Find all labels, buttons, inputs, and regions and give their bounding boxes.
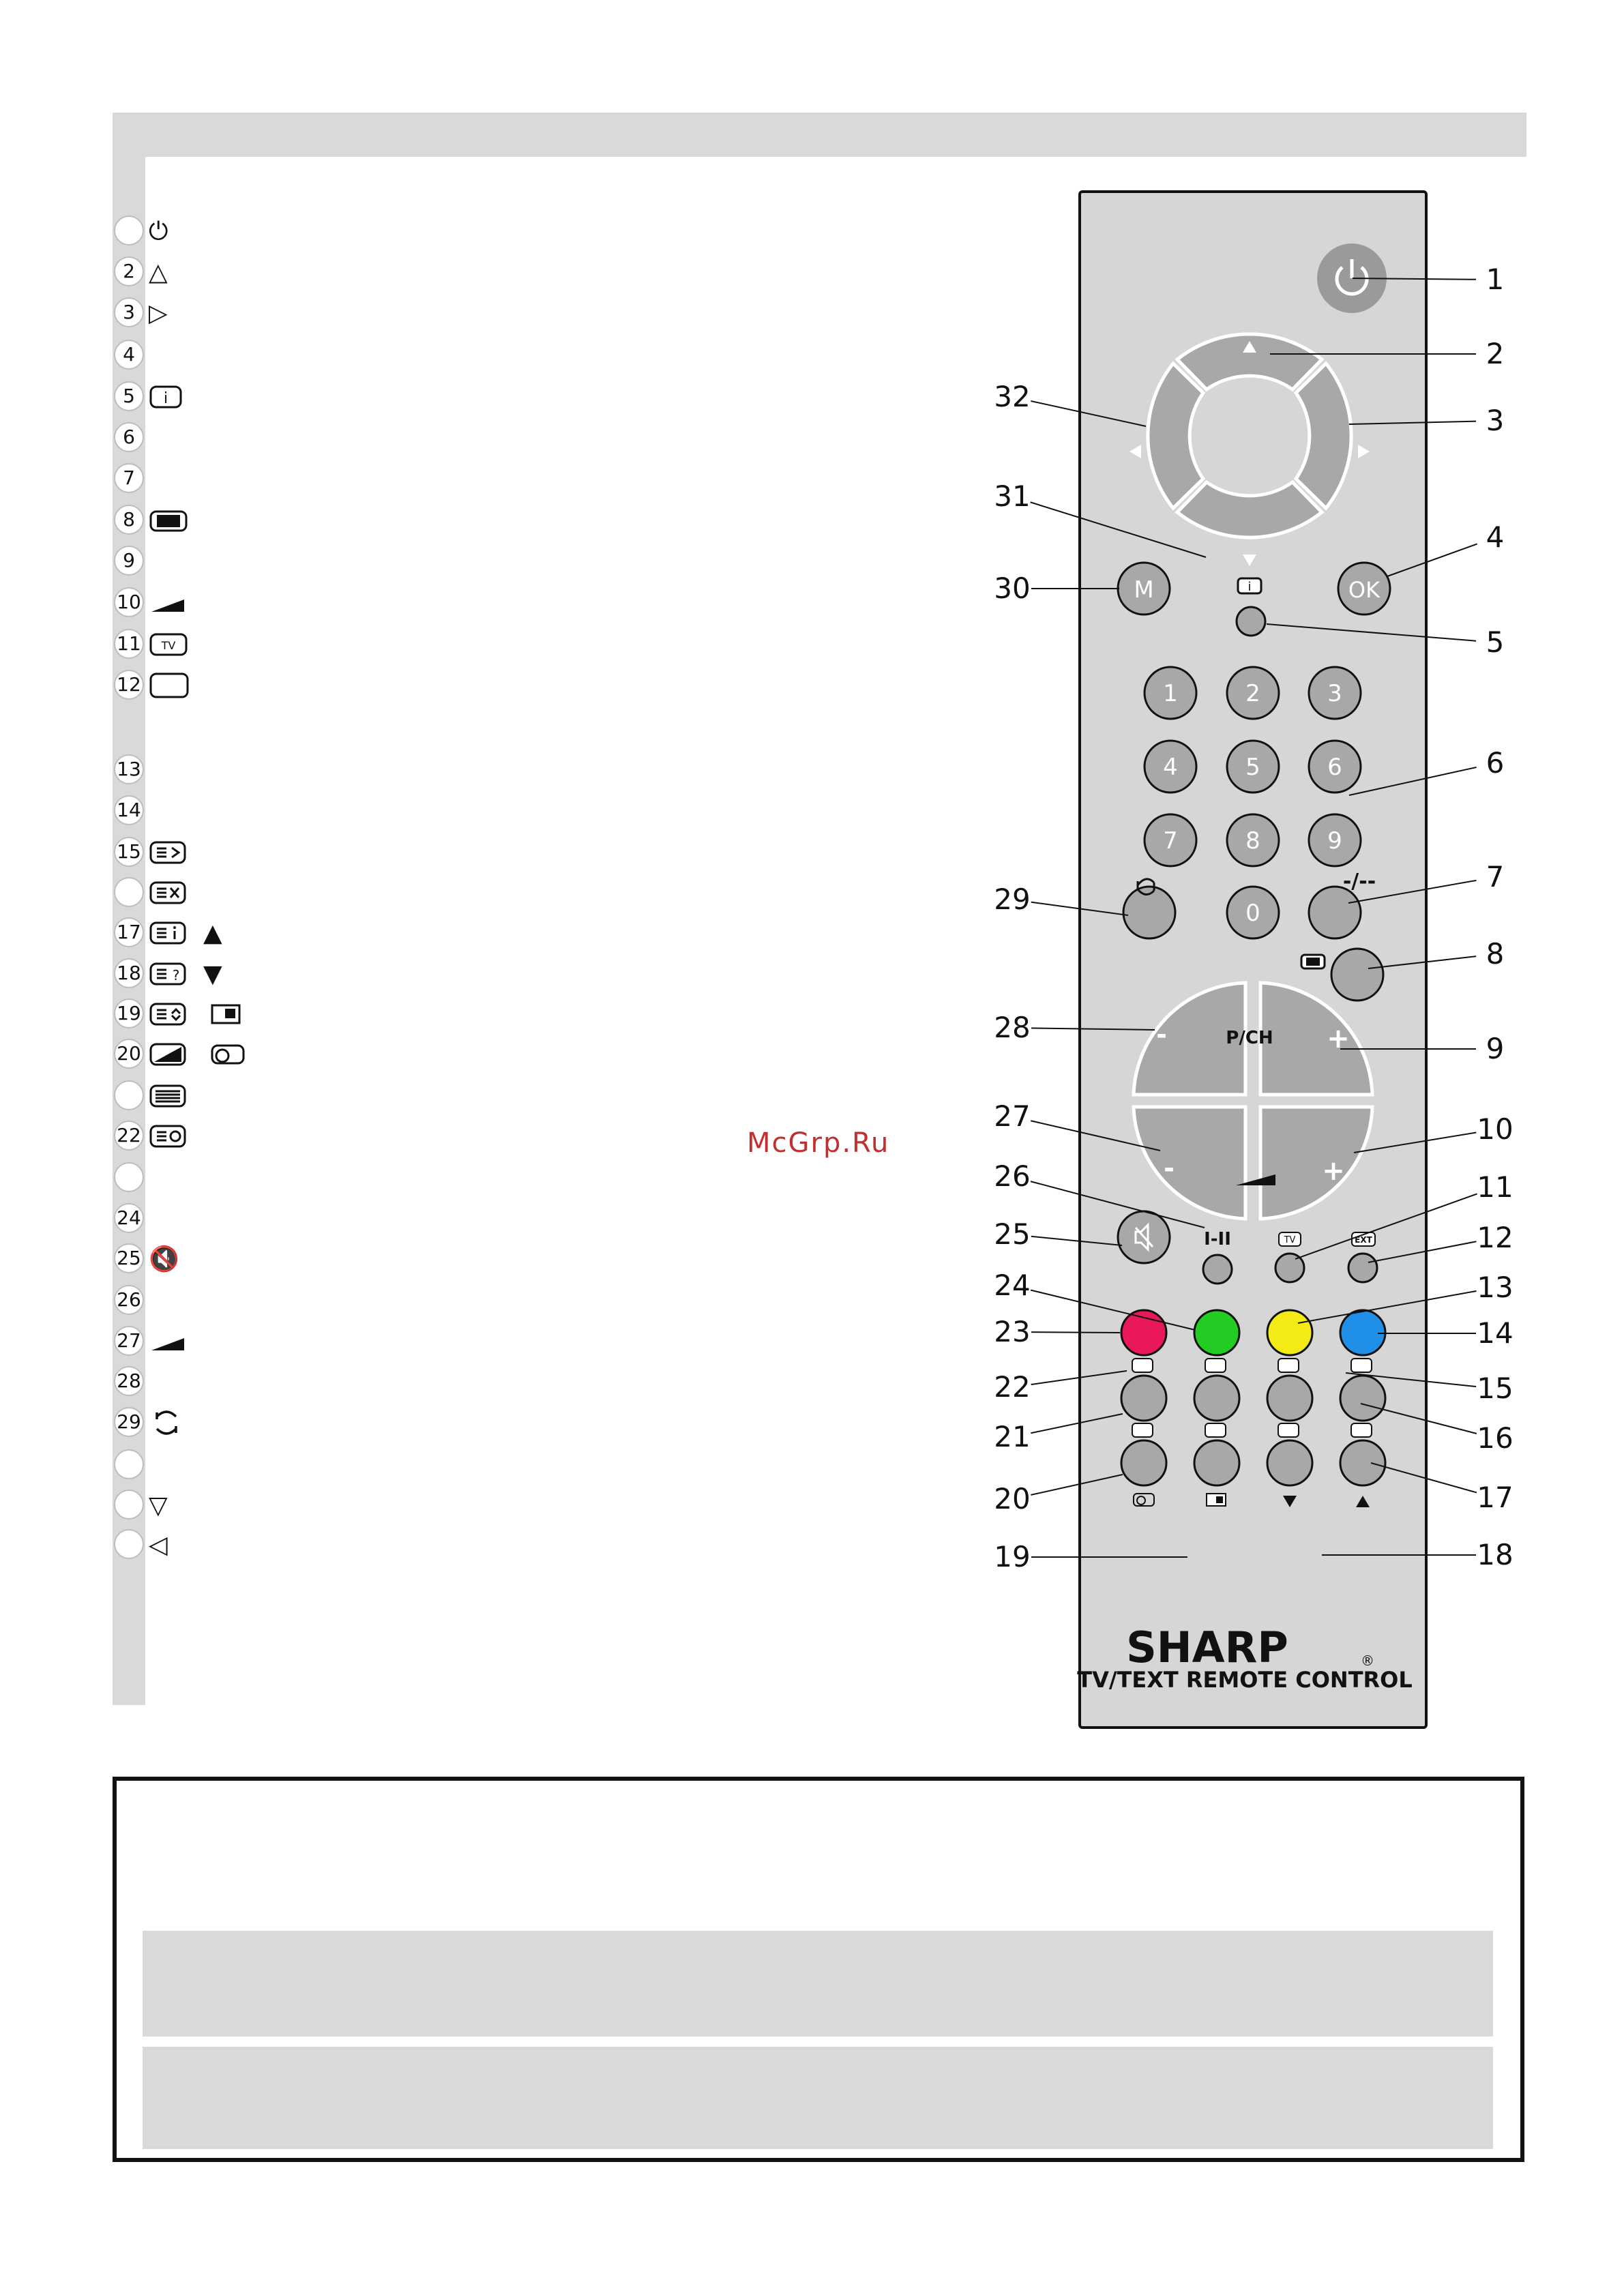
callout-number: 5 bbox=[1486, 625, 1505, 659]
legend-row bbox=[113, 502, 263, 540]
legend-number bbox=[114, 1449, 144, 1479]
legend-row bbox=[113, 1282, 263, 1320]
ext-label: EXT bbox=[1355, 1235, 1372, 1245]
teletext-index-icon bbox=[149, 917, 190, 951]
note-bar-top bbox=[143, 1931, 1493, 2037]
legend-row bbox=[113, 584, 263, 623]
legend-row bbox=[113, 254, 263, 292]
teletext-on-icon bbox=[149, 1080, 190, 1114]
teletext-mix-icon bbox=[1132, 1423, 1153, 1437]
legend-number: 10 bbox=[114, 587, 144, 617]
legend-row bbox=[113, 752, 263, 790]
info-box-icon bbox=[149, 381, 190, 415]
callout-number: 22 bbox=[994, 1370, 1031, 1404]
legend-symbol: ▽ bbox=[149, 1492, 168, 1520]
digit-label: 4 bbox=[1163, 754, 1178, 781]
callout-number: 9 bbox=[1486, 1032, 1505, 1065]
legend-number bbox=[114, 877, 144, 907]
model-label: TV/TEXT REMOTE CONTROL bbox=[1077, 1667, 1413, 1693]
yellow-button[interactable] bbox=[1267, 1310, 1312, 1355]
ok-label: OK bbox=[1348, 577, 1381, 603]
legend-row bbox=[113, 1526, 263, 1565]
teletext-cancel-icon bbox=[1351, 1359, 1372, 1372]
legend-number: 2 bbox=[114, 256, 144, 286]
info-button[interactable] bbox=[1237, 607, 1265, 636]
legend-number: 3 bbox=[114, 297, 144, 327]
legend-row bbox=[113, 1078, 263, 1116]
legend-symbol: △ bbox=[149, 258, 168, 286]
legend-row bbox=[113, 1200, 263, 1239]
swap-arrows-icon bbox=[149, 1407, 190, 1441]
menu-label: M bbox=[1134, 576, 1154, 604]
legend-number: 17 bbox=[114, 917, 144, 947]
callout-number: 4 bbox=[1486, 520, 1505, 554]
callout-number: 20 bbox=[994, 1482, 1031, 1515]
callout-number: 25 bbox=[994, 1217, 1031, 1251]
teletext-double-button[interactable] bbox=[1267, 1376, 1312, 1421]
teletext-time-icon bbox=[149, 1121, 190, 1155]
sub-page-icon bbox=[1207, 1494, 1226, 1506]
pch-plus-label: + bbox=[1327, 1023, 1350, 1054]
blank-box-icon bbox=[149, 670, 190, 704]
callout-number: 27 bbox=[994, 1099, 1031, 1133]
legend-symbol: ▼ bbox=[203, 960, 222, 988]
registered-mark: ® bbox=[1361, 1653, 1374, 1669]
digit-label: 7 bbox=[1163, 827, 1178, 855]
digit-label: 6 bbox=[1327, 754, 1342, 781]
callout-number: 15 bbox=[1477, 1372, 1514, 1405]
callout-number: 6 bbox=[1486, 746, 1505, 780]
teletext-on-button[interactable] bbox=[1121, 1376, 1166, 1421]
dash-label: -/-- bbox=[1342, 870, 1376, 893]
pch-minus-label: - bbox=[1156, 1020, 1167, 1050]
legend-symbol: ▷ bbox=[149, 299, 168, 327]
legend-row bbox=[113, 1241, 263, 1279]
legend-number: 15 bbox=[114, 837, 144, 867]
teletext-double-icon bbox=[149, 837, 190, 871]
legend-number: 20 bbox=[114, 1039, 144, 1069]
vol-plus-label: + bbox=[1322, 1155, 1345, 1187]
vol-minus-label: - bbox=[1164, 1153, 1175, 1183]
callout-number: 7 bbox=[1486, 860, 1505, 893]
callout-number: 8 bbox=[1486, 937, 1505, 971]
digit-label: 3 bbox=[1327, 680, 1342, 707]
legend-row bbox=[113, 1404, 263, 1442]
legend-row bbox=[113, 1118, 263, 1156]
digit-label: 0 bbox=[1245, 900, 1260, 927]
legend-number: 6 bbox=[114, 422, 144, 452]
legend-symbol: 🔇 bbox=[149, 1245, 179, 1273]
legend-row bbox=[113, 874, 263, 913]
callout-number: 13 bbox=[1477, 1271, 1514, 1304]
callout-number: 26 bbox=[994, 1159, 1031, 1193]
legend-number: 13 bbox=[114, 754, 144, 784]
teletext-cancel-button[interactable] bbox=[1340, 1376, 1385, 1421]
legend-number: 14 bbox=[114, 795, 144, 825]
teletext-hold-button[interactable] bbox=[1194, 1440, 1239, 1485]
legend-number bbox=[114, 216, 144, 246]
callout-number: 21 bbox=[994, 1420, 1031, 1453]
legend-row bbox=[113, 834, 263, 872]
legend-number: 24 bbox=[114, 1203, 144, 1233]
legend-row bbox=[113, 956, 263, 994]
dash-button[interactable] bbox=[1309, 887, 1361, 938]
legend-number: 19 bbox=[114, 998, 144, 1028]
digit-label: 5 bbox=[1245, 754, 1260, 781]
note-box bbox=[113, 1777, 1524, 2162]
svg-text:TV: TV bbox=[161, 639, 176, 652]
svg-text:i: i bbox=[163, 390, 168, 407]
callout-number: 1 bbox=[1486, 263, 1505, 296]
header-bar bbox=[113, 113, 1526, 157]
legend-row bbox=[113, 419, 263, 458]
legend-row bbox=[113, 1487, 263, 1525]
callout-number: 14 bbox=[1477, 1316, 1514, 1350]
legend-number: 8 bbox=[114, 505, 144, 535]
tv-label: TV bbox=[1284, 1235, 1296, 1245]
legend-row bbox=[113, 793, 263, 831]
legend-row bbox=[113, 996, 263, 1034]
callout-number: 2 bbox=[1486, 337, 1505, 370]
sub-page-icon bbox=[210, 998, 251, 1033]
green-button[interactable] bbox=[1194, 1310, 1239, 1355]
legend-number bbox=[114, 1162, 144, 1192]
legend-number: 28 bbox=[114, 1366, 144, 1396]
legend-number: 18 bbox=[114, 958, 144, 988]
teletext-double-icon bbox=[1278, 1359, 1299, 1372]
legend-number: 12 bbox=[114, 670, 144, 700]
legend-number bbox=[114, 1080, 144, 1110]
callout-number: 18 bbox=[1477, 1538, 1514, 1571]
legend-symbol: ◁ bbox=[149, 1531, 168, 1559]
legend-symbol: ⏻ bbox=[149, 218, 168, 246]
digit-label: 9 bbox=[1327, 827, 1342, 855]
legend-number: 26 bbox=[114, 1285, 144, 1315]
remote-control-diagram bbox=[982, 184, 1541, 1732]
digit-label: 8 bbox=[1245, 827, 1260, 855]
legend-row bbox=[113, 626, 263, 664]
wide-button[interactable] bbox=[1331, 949, 1383, 1001]
legend-row bbox=[113, 460, 263, 499]
legend-row bbox=[113, 1323, 263, 1361]
widescreen-icon bbox=[149, 505, 190, 539]
callout-number: 11 bbox=[1477, 1170, 1514, 1204]
callout-number: 10 bbox=[1477, 1112, 1514, 1146]
digit-label: 1 bbox=[1163, 680, 1178, 707]
legend-number: 4 bbox=[114, 340, 144, 370]
teletext-hold-icon bbox=[149, 998, 190, 1033]
callout-number: 12 bbox=[1477, 1221, 1514, 1254]
digit-label: 2 bbox=[1245, 680, 1260, 707]
legend-number: 9 bbox=[114, 546, 144, 576]
legend-row bbox=[113, 1447, 263, 1485]
note-bar-bottom bbox=[143, 2047, 1493, 2149]
stereo-label: I-II bbox=[1204, 1229, 1231, 1249]
legend-row bbox=[113, 1036, 263, 1074]
clock-icon bbox=[210, 1039, 251, 1073]
callout-number: 3 bbox=[1486, 404, 1505, 437]
watermark: McGrp.Ru bbox=[747, 1127, 890, 1159]
callout-number: 19 bbox=[994, 1540, 1031, 1573]
callout-number: 30 bbox=[994, 572, 1031, 605]
teletext-index-button[interactable] bbox=[1340, 1440, 1385, 1485]
ext-button[interactable] bbox=[1348, 1254, 1377, 1282]
callout-number: 28 bbox=[994, 1011, 1031, 1044]
legend-number: 29 bbox=[114, 1407, 144, 1437]
teletext-reveal-icon bbox=[1278, 1423, 1299, 1437]
widescreen-icon-inner bbox=[1306, 958, 1320, 966]
legend-number: 22 bbox=[114, 1121, 144, 1151]
info-label: i bbox=[1247, 580, 1252, 594]
stereo-button[interactable] bbox=[1203, 1255, 1232, 1284]
legend-number bbox=[114, 1490, 144, 1520]
callout-number: 23 bbox=[994, 1315, 1031, 1348]
legend-row bbox=[113, 1363, 263, 1402]
legend-number: 7 bbox=[114, 463, 144, 493]
svg-text:?: ? bbox=[172, 967, 180, 983]
legend-row bbox=[113, 295, 263, 333]
callout-number: 24 bbox=[994, 1269, 1031, 1302]
teletext-reveal-icon bbox=[149, 958, 190, 992]
tv-box-icon bbox=[149, 629, 190, 663]
callout-number: 29 bbox=[994, 883, 1031, 916]
legend-number: 5 bbox=[114, 381, 144, 411]
legend-number: 11 bbox=[114, 629, 144, 659]
legend-number: 25 bbox=[114, 1243, 144, 1273]
teletext-time-button[interactable] bbox=[1194, 1376, 1239, 1421]
callout-number: 16 bbox=[1477, 1421, 1514, 1455]
teletext-mix-icon bbox=[149, 1039, 190, 1073]
teletext-hold-icon bbox=[1205, 1423, 1226, 1437]
teletext-reveal-button[interactable] bbox=[1267, 1440, 1312, 1485]
teletext-cancel-icon bbox=[149, 877, 190, 911]
callout-number: 31 bbox=[994, 479, 1031, 513]
callout-number: 32 bbox=[994, 380, 1031, 413]
teletext-on-icon bbox=[1132, 1359, 1153, 1372]
legend-row bbox=[113, 1159, 263, 1198]
pch-label: P/CH bbox=[1226, 1028, 1273, 1048]
legend-row bbox=[113, 915, 263, 953]
legend-row bbox=[113, 213, 263, 251]
legend-number bbox=[114, 1529, 144, 1559]
legend-row bbox=[113, 379, 263, 417]
legend-row bbox=[113, 337, 263, 375]
legend-symbol: ▲ bbox=[203, 919, 222, 947]
volume-wedge-icon bbox=[149, 1326, 190, 1360]
teletext-index-icon bbox=[1351, 1423, 1372, 1437]
callout-number: 17 bbox=[1477, 1481, 1514, 1514]
legend-row bbox=[113, 667, 263, 705]
teletext-mix-button[interactable] bbox=[1121, 1440, 1166, 1485]
legend-number: 27 bbox=[114, 1326, 144, 1356]
brand-logo: SHARP bbox=[1126, 1623, 1288, 1672]
teletext-time-icon bbox=[1205, 1359, 1226, 1372]
legend-row bbox=[113, 543, 263, 581]
volume-wedge-icon bbox=[149, 587, 190, 621]
